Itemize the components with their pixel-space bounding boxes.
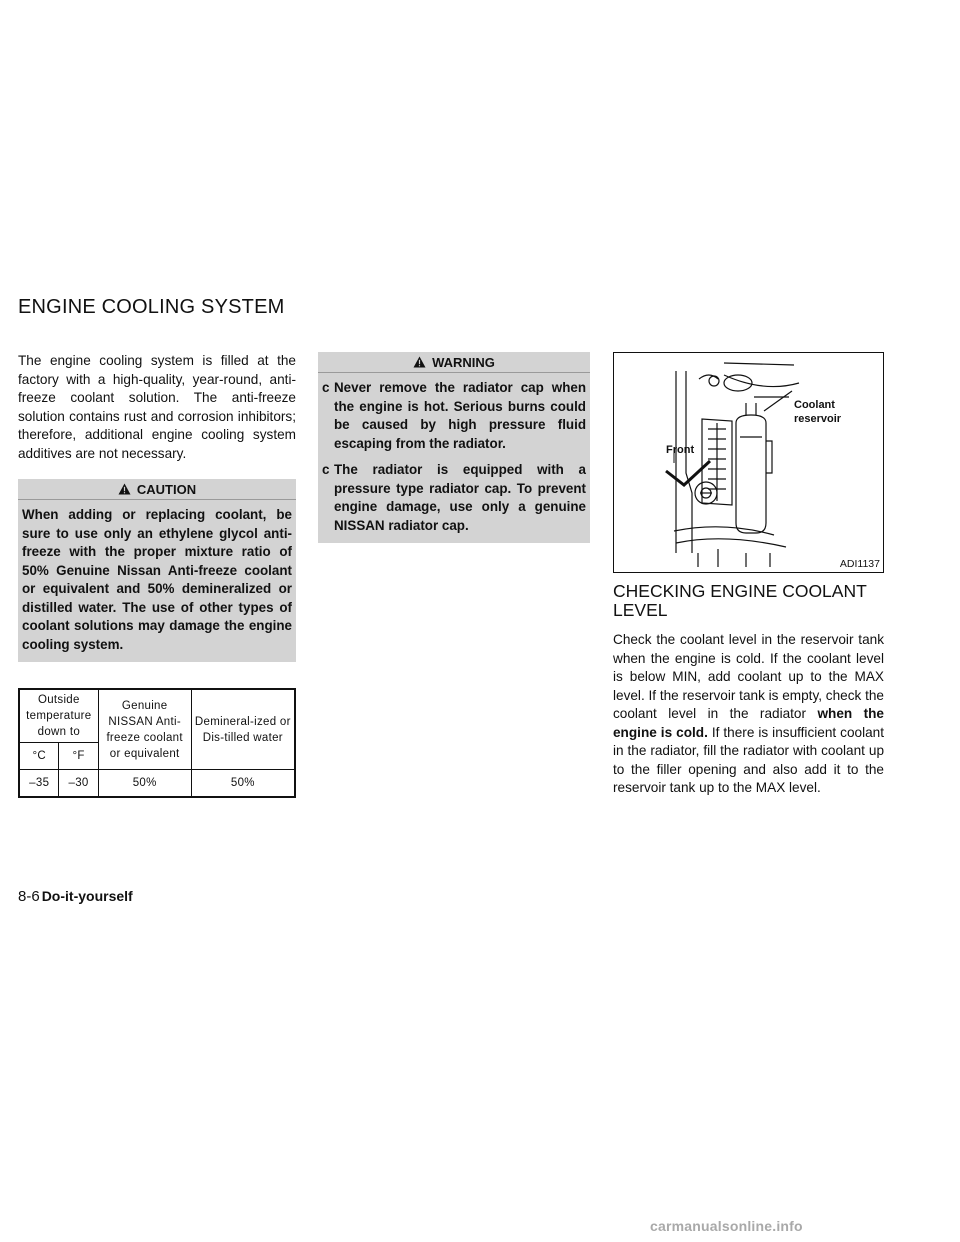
checking-text-b: If there is insufficient coolant in the radiator, fill the radiator with coolant up to the filler opening and also add it to the reservoir tank up to the MAX level. <box>613 724 884 795</box>
checking-title: CHECKING ENGINE COOLANT LEVEL <box>613 581 867 620</box>
warning-title: WARNING <box>432 354 495 370</box>
reservoir-label: reservoir <box>794 413 842 425</box>
row-coolant-ratio: 50% <box>98 770 191 798</box>
bullet-icon: c <box>322 462 330 477</box>
warning-body <box>318 373 590 535</box>
column-left <box>18 352 296 798</box>
checking-text-bold: when the engine is cold. <box>613 706 884 740</box>
unit-celsius: °C <box>19 743 59 770</box>
coolant-mixture-table <box>18 688 296 798</box>
checking-text-a: Check the coolant level in the reservoir tank when the engine is cold. If the coolant level is below MIN, add coolant up to the MAX level. If the reservoir tank is empty, check the coolant level in the radiator <box>613 632 884 721</box>
section-title: ENGINE COOLING SYSTEM <box>18 296 285 318</box>
figure-code: ADI1137 <box>839 558 880 570</box>
coolant-reservoir-figure <box>613 352 884 573</box>
chapter-name: Do-it-yourself <box>41 888 133 904</box>
checking-paragraph <box>613 631 884 798</box>
warning-item-text: Never remove the radiator cap when the engine is hot. Serious burns could be caused by high pressure fluid escaping from the radiator. <box>334 380 586 451</box>
header-outside-temperature: Outside temperature down to <box>19 689 98 743</box>
warning-triangle-icon <box>118 483 131 495</box>
row-water-ratio: 50% <box>191 770 295 798</box>
engine-bay-illustration <box>614 353 883 572</box>
intro-paragraph: The engine cooling system is filled at the factory with a high-quality, year-round, anti-freeze coolant solution. The anti-freeze solution contains rust and corrosion inhibitors; therefore, additional engine cooling system additives are not necessary. <box>18 353 296 461</box>
unit-fahrenheit: °F <box>59 743 98 770</box>
warning-box <box>318 352 590 543</box>
warning-header <box>318 352 590 373</box>
bullet-icon: c <box>322 380 330 395</box>
caution-header <box>18 479 296 500</box>
warning-item <box>322 461 586 535</box>
watermark: carmanualsonline.info <box>650 1218 803 1234</box>
column-right <box>613 582 884 798</box>
page-number: 8-6 <box>18 888 40 905</box>
caution-title: CAUTION <box>136 481 197 497</box>
caution-text: When adding or replacing coolant, be sure to use only an ethylene glycol anti-freeze with the proper mixture ratio of 50% Genuine Nissan Anti-freeze coolant or equivalent and 50% demineralized or distilled water. The use of other types of coolant solutions may damage the engine cooling system. <box>22 507 292 652</box>
coolant-label: Coolant <box>794 399 835 411</box>
caution-box <box>18 479 296 662</box>
column-middle <box>318 352 590 543</box>
warning-triangle-icon <box>413 356 426 368</box>
front-label: Front <box>666 444 695 456</box>
warning-item-text: The radiator is equipped with a pressure type radiator cap. To prevent engine damage, use only a genuine NISSAN radiator cap. <box>334 462 586 533</box>
header-genuine-antifreeze: Genuine NISSAN Anti-freeze coolant or equivalent <box>98 689 191 770</box>
header-demineralized-water: Demineral-ized or Dis-tilled water <box>191 689 295 770</box>
page-footer <box>18 888 133 905</box>
row-fahrenheit-value: –30 <box>59 770 98 798</box>
row-celsius-value: –35 <box>19 770 59 798</box>
warning-item <box>322 379 586 453</box>
